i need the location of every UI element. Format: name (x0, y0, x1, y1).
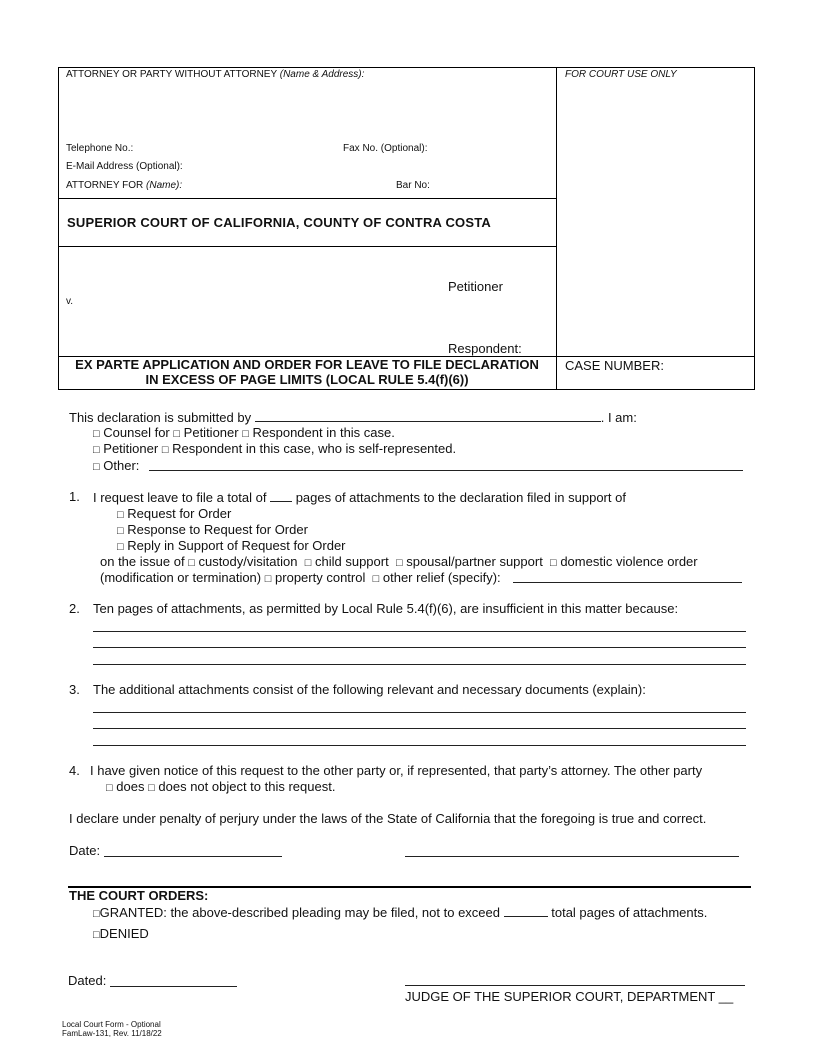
item3-answer-line[interactable] (93, 712, 746, 713)
item2-num: 2. (69, 601, 80, 616)
option-other: □ Other: (93, 458, 140, 473)
item2-answer-line[interactable] (93, 664, 746, 665)
dated-field[interactable] (110, 986, 237, 987)
checkbox-icon[interactable]: □ (188, 557, 195, 569)
item2-answer-line[interactable] (93, 631, 746, 632)
order-granted: □GRANTED: the above-described pleading may be filed, not to exceed total pages of attachments. (93, 905, 708, 920)
checkbox-icon[interactable]: □ (148, 782, 155, 794)
versus-label: v. (66, 296, 74, 307)
item3-answer-line[interactable] (93, 728, 746, 729)
fax-label: Fax No. (Optional): (343, 143, 428, 154)
item2-answer-line[interactable] (93, 647, 746, 648)
item1-text: I request leave to file a total of pages of attachments to the declaration filed in support of (93, 490, 626, 505)
caption-divider-1 (58, 198, 557, 199)
respondent-label: Respondent: (448, 341, 522, 356)
item1-num: 1. (69, 489, 80, 504)
other-relief-field[interactable] (513, 582, 742, 583)
telephone-label: Telephone No.: (66, 143, 134, 154)
checkbox-icon[interactable]: □ (93, 929, 100, 941)
declarant-name-field[interactable] (255, 409, 601, 422)
other-field[interactable] (149, 470, 743, 471)
checkbox-icon[interactable]: □ (117, 509, 124, 521)
item1-option-reply: □ Reply in Support of Request for Order (117, 538, 346, 553)
submitted-by-line: This declaration is submitted by . I am: (69, 410, 637, 425)
item4-options: □ does □ does not object to this request. (106, 779, 336, 794)
item3-num: 3. (69, 682, 80, 697)
email-label: E-Mail Address (Optional): (66, 161, 183, 172)
court-name: SUPERIOR COURT OF CALIFORNIA, COUNTY OF CONTRA COSTA (67, 215, 491, 230)
checkbox-icon[interactable]: □ (395, 557, 403, 569)
declarant-signature-line[interactable] (405, 856, 739, 857)
checkbox-icon[interactable]: □ (304, 557, 312, 569)
checkbox-icon[interactable]: □ (161, 444, 169, 456)
item4-num: 4. (69, 763, 80, 778)
dated-label: Dated: (68, 973, 107, 988)
checkbox-icon[interactable]: □ (550, 557, 557, 569)
checkbox-icon[interactable]: □ (93, 444, 100, 456)
checkbox-icon[interactable]: □ (117, 525, 124, 537)
date-field[interactable] (104, 856, 282, 857)
option-counsel: □ Counsel for □ Petitioner □ Respondent in this case. (93, 425, 395, 440)
court-use-label: FOR COURT USE ONLY (565, 69, 677, 80)
checkbox-icon[interactable]: □ (93, 908, 100, 920)
caption-divider-vertical (556, 67, 557, 390)
petitioner-label: Petitioner (448, 279, 503, 294)
caption-divider-2 (58, 246, 557, 247)
item3-answer-line[interactable] (93, 745, 746, 746)
checkbox-icon[interactable]: □ (264, 573, 272, 585)
checkbox-icon[interactable]: □ (93, 428, 100, 440)
date-label: Date: (69, 843, 101, 858)
checkbox-icon[interactable]: □ (242, 428, 249, 440)
item1-issues-line1: on the issue of □ custody/visitation □ child support □ spousal/partner support □ domestic violence order (100, 554, 698, 569)
granted-pages-field[interactable] (504, 904, 548, 917)
item1-issues-line2: (modification or termination) □ property control □ other relief (specify): (100, 570, 501, 585)
total-pages-field[interactable] (270, 489, 292, 502)
form-title: EX PARTE APPLICATION AND ORDER FOR LEAVE TO FILE DECLARATION IN EXCESS OF PAGE LIMITS (LOCAL RULE 5.4(f)(6)) (75, 357, 539, 387)
item4-text: I have given notice of this request to the other party or, if represented, that party’s attorney. The other party (90, 763, 703, 778)
form-footer: Local Court Form - Optional FamLaw-131, Rev. 11/18/22 (62, 1020, 162, 1038)
attorney-label: ATTORNEY OR PARTY WITHOUT ATTORNEY (Name & Address): (66, 69, 365, 80)
perjury-statement: I declare under penalty of perjury under the laws of the State of California that the foregoing is true and correct. (69, 811, 707, 826)
bar-number-label: Bar No: (396, 180, 430, 191)
order-denied: □DENIED (93, 926, 149, 941)
attorney-for-label: ATTORNEY FOR (Name): (66, 180, 183, 191)
item1-option-rfo: □ Request for Order (117, 506, 232, 521)
checkbox-icon[interactable]: □ (372, 573, 380, 585)
judge-signature-line[interactable] (405, 985, 745, 986)
item1-option-response: □ Response to Request for Order (117, 522, 308, 537)
checkbox-icon[interactable]: □ (173, 428, 181, 440)
checkbox-icon[interactable]: □ (117, 541, 124, 553)
judge-label: JUDGE OF THE SUPERIOR COURT, DEPARTMENT __ (405, 989, 734, 1004)
checkbox-icon[interactable]: □ (106, 782, 113, 794)
item2-text: Ten pages of attachments, as permitted by Local Rule 5.4(f)(6), are insufficient in this matter because: (93, 601, 679, 616)
item3-text: The additional attachments consist of the following relevant and necessary documents (explain): (93, 682, 646, 697)
case-number-label: CASE NUMBER: (565, 358, 664, 373)
court-orders-heading: THE COURT ORDERS: (69, 888, 209, 903)
checkbox-icon[interactable]: □ (93, 461, 100, 473)
option-self-represented: □ Petitioner □ Respondent in this case, who is self-represented. (93, 441, 457, 456)
